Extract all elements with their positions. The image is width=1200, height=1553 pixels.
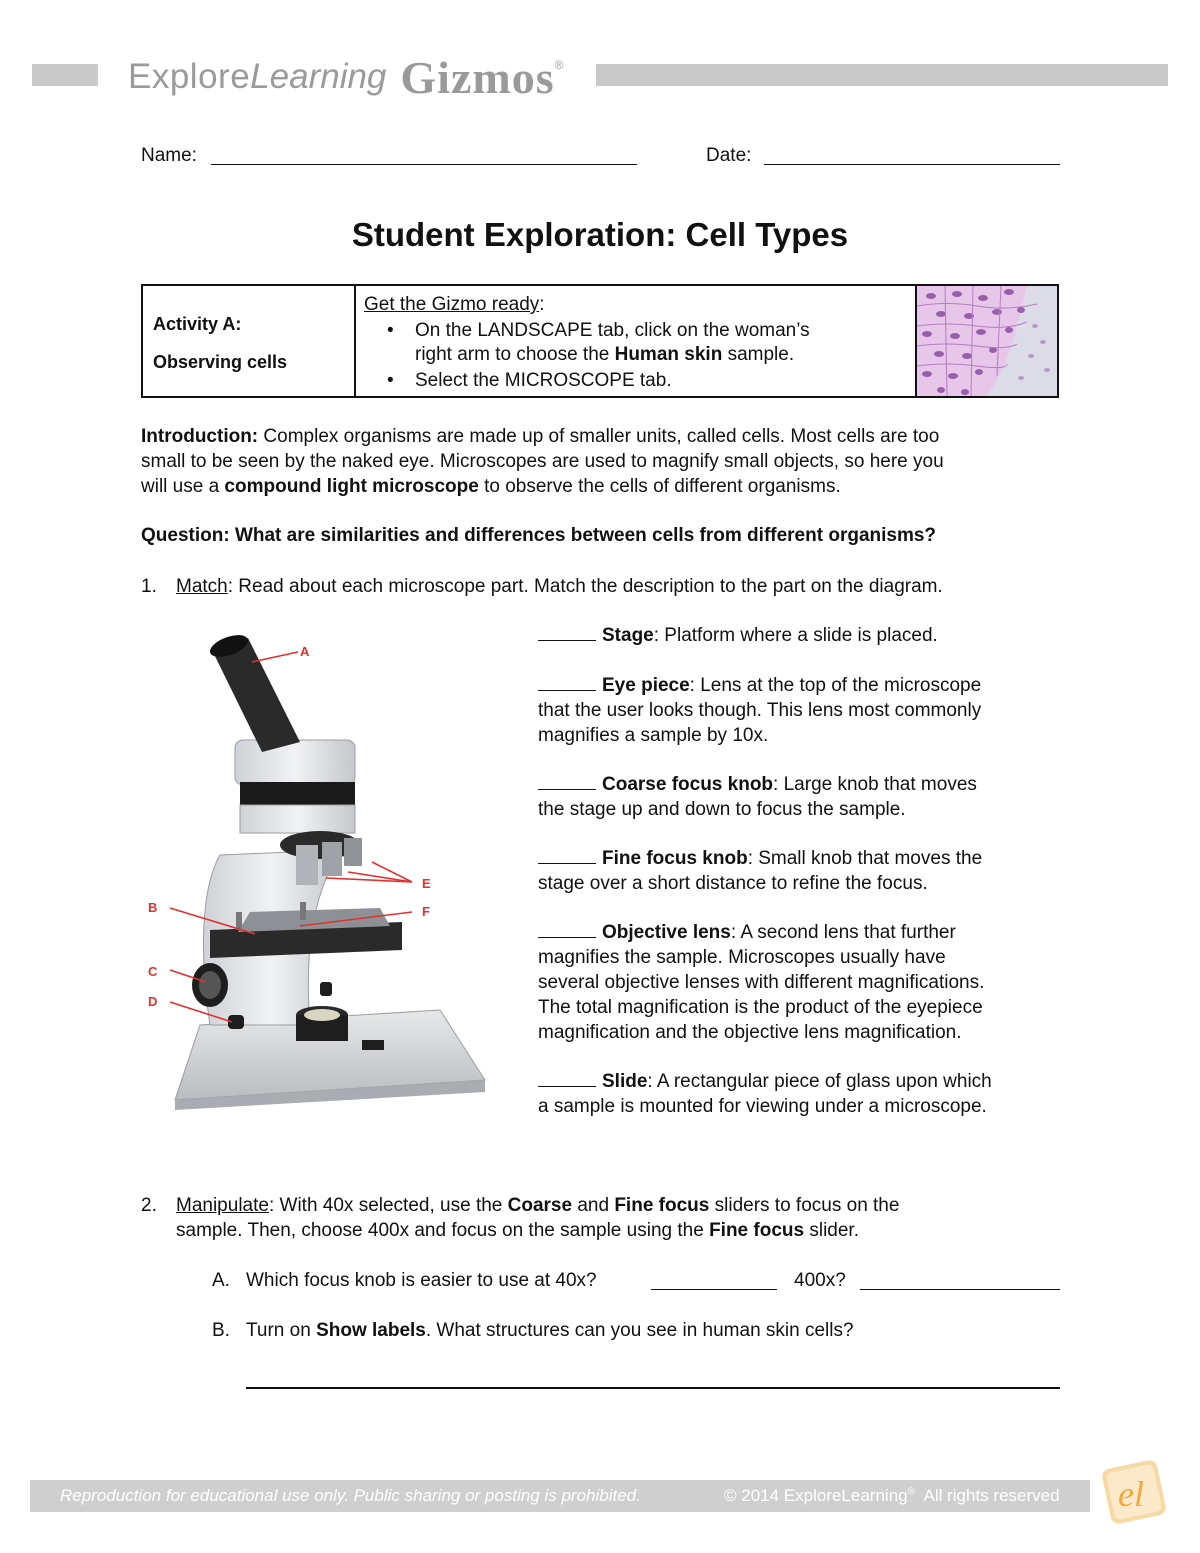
microscope-diagram xyxy=(140,630,500,1110)
date-field[interactable] xyxy=(764,164,1060,165)
part-desc-line: : Platform where a slide is placed. xyxy=(653,625,938,646)
q2a-answer-400x[interactable] xyxy=(860,1289,1060,1290)
part-fine-focus xyxy=(538,846,1068,896)
part-name: Slide xyxy=(602,1071,648,1092)
name-label: Name: xyxy=(141,145,197,166)
diagram-label-a: A xyxy=(300,644,310,659)
part-coarse-focus xyxy=(538,772,1068,822)
q2-bold: Fine focus xyxy=(709,1220,805,1241)
part-desc-line: magnifies the sample. Microscopes usually have xyxy=(538,947,946,968)
q2-label: Manipulate xyxy=(176,1195,269,1216)
intro-line2: small to be seen by the naked eye. Microscopes are used to magnify small objects, so here you xyxy=(141,451,944,472)
answer-blank-stage[interactable] xyxy=(538,623,596,641)
answer-blank-fine-focus[interactable] xyxy=(538,846,596,864)
part-desc-line: magnification and the objective lens magnification. xyxy=(538,1022,962,1043)
activity-label: Activity A: xyxy=(153,314,242,334)
activity-sublabel: Observing cells xyxy=(153,352,288,372)
activity-table xyxy=(141,284,1059,398)
date-label: Date: xyxy=(706,145,752,166)
answer-blank-eye-piece[interactable] xyxy=(538,673,596,691)
part-desc-line: several objective lenses with different magnifications. xyxy=(538,972,985,993)
diagram-label-b: B xyxy=(148,900,158,915)
diagram-label-c: C xyxy=(148,964,158,979)
ready-heading-text: Get the Gizmo ready xyxy=(364,294,540,315)
q2b-bold: Show labels xyxy=(316,1320,426,1341)
part-desc-line: magnifies a sample by 10x. xyxy=(538,725,769,746)
intro-line3-post: to observe the cells of different organisms. xyxy=(478,476,841,497)
name-field[interactable] xyxy=(211,164,637,165)
q2b-answer-line[interactable] xyxy=(246,1387,1060,1389)
q1-label: Match xyxy=(176,576,228,597)
q2-text: sample. Then, choose 400x and focus on the sample using the xyxy=(176,1220,710,1241)
bullet-1-line2-text: right arm to choose the xyxy=(415,344,615,365)
part-name: Eye piece xyxy=(602,675,690,696)
part-eye-piece xyxy=(538,673,1068,748)
q2-text: : With 40x selected, use the xyxy=(268,1195,508,1216)
part-desc-line: : A rectangular piece of glass upon which xyxy=(647,1071,992,1092)
q2-line2 xyxy=(176,1218,859,1243)
svg-text:el: el xyxy=(1118,1474,1144,1514)
ready-heading xyxy=(364,292,545,317)
bullet-2 xyxy=(387,368,672,393)
footer-rights: All rights reserved xyxy=(914,1486,1060,1505)
q2a-answer-40x[interactable] xyxy=(651,1289,777,1290)
q1-text: : Read about each microscope part. Match the description to the part on the diagram. xyxy=(227,576,943,597)
part-desc-line: that the user looks though. This lens most commonly xyxy=(538,700,982,721)
main-question: Question: What are similarities and differences between cells from different organisms? xyxy=(141,525,937,546)
answer-blank-slide[interactable] xyxy=(538,1069,596,1087)
part-desc-line: a sample is mounted for viewing under a microscope. xyxy=(538,1096,987,1117)
q2-bold: Fine focus xyxy=(614,1195,710,1216)
part-desc-line: : A second lens that further xyxy=(730,922,956,943)
header-bar-left xyxy=(32,64,98,86)
q2-text: slider. xyxy=(804,1220,859,1241)
q2-text: and xyxy=(572,1195,615,1216)
page-title: Student Exploration: Cell Types xyxy=(351,216,849,253)
q2-bold: Coarse xyxy=(507,1195,573,1216)
intro-line3-bold: compound light microscope xyxy=(224,476,479,497)
bullet-1 xyxy=(387,318,810,343)
q2a-letter: A. xyxy=(212,1270,230,1291)
intro-label: Introduction: xyxy=(141,426,259,447)
part-stage xyxy=(538,623,1068,648)
part-name: Objective lens xyxy=(602,922,731,943)
q1-number: 1. xyxy=(141,576,157,597)
bullet-2-text: Select the MICROSCOPE tab. xyxy=(415,370,672,391)
q2a-text: Which focus knob is easier to use at 40x? xyxy=(246,1270,597,1291)
brand-learning: Learning xyxy=(250,57,387,96)
footer-copyright xyxy=(724,1486,1060,1506)
brand-explore: Explore xyxy=(128,57,251,96)
part-objective-lens xyxy=(538,920,1068,1045)
part-desc-line: : Small knob that moves the xyxy=(747,848,983,869)
diagram-label-d: D xyxy=(148,994,158,1009)
part-name: Fine focus knob xyxy=(602,848,748,869)
diagram-label-f: F xyxy=(422,904,430,919)
part-desc-line: stage over a short distance to refine the focus. xyxy=(538,873,928,894)
intro-line3-pre: will use a xyxy=(141,476,225,497)
q2b-post: . What structures can you see in human skin cells? xyxy=(425,1320,854,1341)
q2b-pre: Turn on xyxy=(246,1320,317,1341)
q2-number: 2. xyxy=(141,1195,157,1216)
intro-line1: Complex organisms are made up of smaller units, called cells. Most cells are too xyxy=(258,426,940,447)
answer-blank-coarse-focus[interactable] xyxy=(538,772,596,790)
diagram-label-e: E xyxy=(422,876,431,891)
bullet-1-post: sample. xyxy=(722,344,795,365)
bullet-1-text: On the LANDSCAPE tab, click on the woman’s xyxy=(415,320,810,341)
part-desc-line: : Large knob that moves xyxy=(773,774,977,795)
part-desc-line: The total magnification is the product of the eyepiece xyxy=(538,997,983,1018)
brand-reg: ® xyxy=(554,58,564,72)
bullet-1-line2 xyxy=(415,342,794,367)
header-bar-right xyxy=(596,64,1168,86)
answer-blank-objective-lens[interactable] xyxy=(538,920,596,938)
activity-label-cell xyxy=(143,286,356,396)
ready-heading-colon: : xyxy=(539,294,545,315)
bullet-1-dot: • xyxy=(387,320,394,341)
introduction xyxy=(141,424,1061,499)
bullet-2-dot: • xyxy=(387,370,394,391)
q2b-letter: B. xyxy=(212,1320,230,1341)
brand-gizmos: Gizmos xyxy=(400,51,555,103)
part-name: Coarse focus knob xyxy=(602,774,774,795)
skin-cells-image xyxy=(915,286,1057,396)
part-desc-line: : Lens at the top of the microscope xyxy=(689,675,982,696)
brand-logo xyxy=(112,52,579,102)
part-desc-line: the stage up and down to focus the sample. xyxy=(538,799,906,820)
part-slide xyxy=(538,1069,1068,1119)
part-name: Stage xyxy=(602,625,654,646)
footer-copyright-text: © 2014 ExploreLearning xyxy=(724,1486,908,1505)
q2a-text2: 400x? xyxy=(794,1270,846,1291)
q2b-text xyxy=(246,1318,854,1343)
q2-line1 xyxy=(176,1193,899,1218)
q1-prompt xyxy=(176,574,943,599)
el-logo-icon xyxy=(1098,1456,1170,1528)
skin-cells-illustration xyxy=(917,286,1057,396)
bullet-1-bold: Human skin xyxy=(614,344,723,365)
footer-notice: Reproduction for educational use only. Public sharing or posting is prohibited. xyxy=(60,1486,641,1505)
footer-reg: ® xyxy=(907,1486,915,1498)
q2-text: sliders to focus on the xyxy=(709,1195,900,1216)
